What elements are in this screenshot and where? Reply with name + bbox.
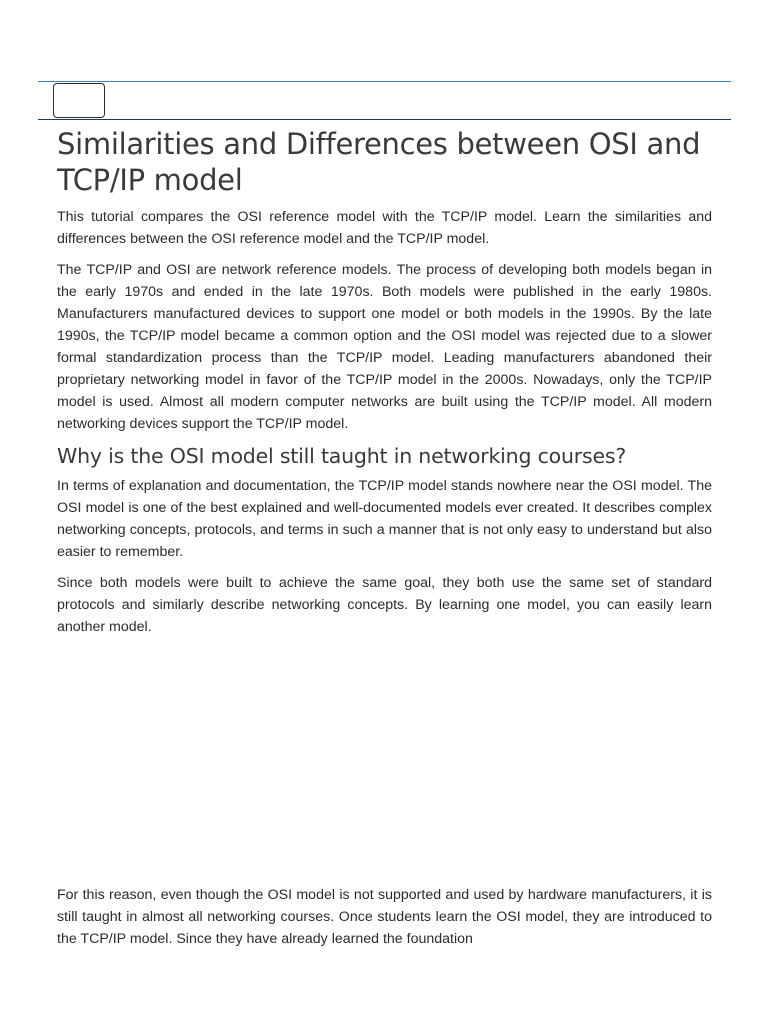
top-divider: [38, 81, 731, 82]
header-box: [53, 83, 105, 118]
section-heading: Why is the OSI model still taught in networking courses?: [57, 444, 627, 468]
intro-paragraph: This tutorial compares the OSI reference model with the TCP/IP model. Learn the similarities and differences between the OSI reference model and the TCP/IP model.: [57, 209, 712, 247]
blank-area: [57, 638, 712, 884]
documentation-paragraph: In terms of explanation and documentation, the TCP/IP model stands nowhere near the OSI model. The OSI model is one of the best explained and well-documented models ever created. It describes complex networking concepts, protocols, and terms in such a manner that is not only easy to understand but also easier to remember.: [57, 478, 712, 560]
history-paragraph: The TCP/IP and OSI are network reference models. The process of developing both models began in the early 1970s and ended in the late 1970s. Both models were published in the early 1980s. Manufacturers manufactured devices to support one model or both models in the 1990s. By the late 1990s, the TCP/IP model became a common option and the OSI model was rejected due to a slower formal standardization process than the TCP/IP model. Leading manufacturers abandoned their proprietary networking model in favor of the TCP/IP model in the 2000s. Nowadays, only the TCP/IP model is used. Almost all modern computer networks are built using the TCP/IP model. All modern networking devices support the TCP/IP model.: [57, 262, 712, 432]
header-divider: [38, 119, 731, 120]
article-body: [57, 126, 712, 950]
same-goal-paragraph: Since both models were built to achieve the same goal, they both use the same set of standard protocols and similarly describe networking concepts. By learning one model, you can easily learn another model.: [57, 575, 712, 635]
page-title: Similarities and Differences between OSI and TCP/IP model: [57, 127, 701, 197]
reason-paragraph: For this reason, even though the OSI model is not supported and used by hardware manufacturers, it is still taught in almost all networking courses. Once students learn the OSI model, they are introduced to the TCP/IP model. Since they have already learned the foundation: [57, 887, 712, 947]
